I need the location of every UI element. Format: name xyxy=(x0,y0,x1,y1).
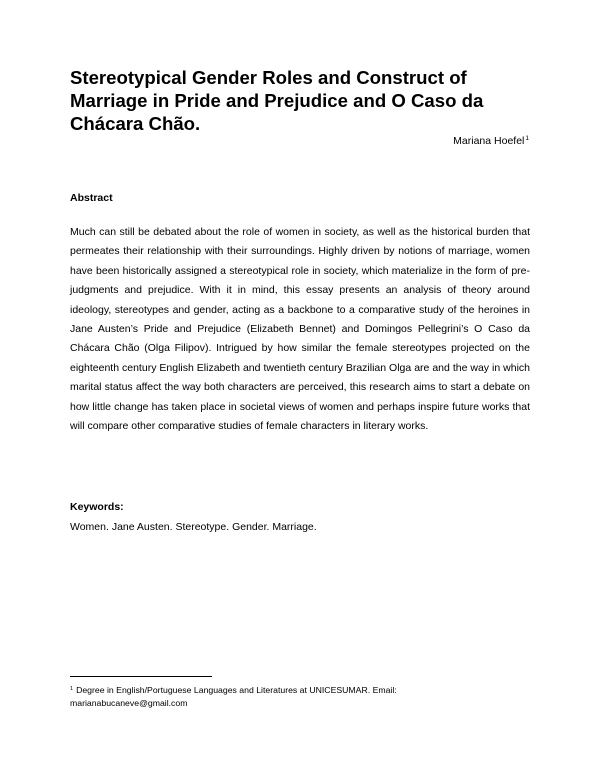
footnote-divider xyxy=(70,676,212,677)
paper-title: Stereotypical Gender Roles and Construct of Marriage in Pride and Prejudice and O Caso da Chácara Chão. xyxy=(70,67,484,134)
keywords-heading: Keywords: xyxy=(70,501,124,513)
abstract-body: Much can still be debated about the role of women in society, as well as the historical burden that permeates their relationship with their surroundings. Highly driven by notions of marriage, women have been historically assigned a stereotypical role in society, which materialize in the form of pre-judgments and prejudice. With it in mind, this essay presents an analysis of theory around ideology, stereotypes and gender, acting as a backbone to a comparative study of the heroines in Jane Austen’s Pride and Prejudice (Elizabeth Bennet) and Domingos Pellegrini’s O Caso da Chácara Chão (Olga Filipov). Intrigued by how similar the female stereotypes projected on the eighteenth century English Elizabeth and twentieth century Brazilian Olga are and the way in which marital status affect the way both characters are perceived, this research aims to start a debate on how little change has taken place in societal views of women and perhaps inspire future works that will compare other comparative studies of female characters in literary works. xyxy=(70,226,530,433)
footnote-email[interactable]: marianabucaneve@gmail.com xyxy=(70,698,188,708)
footnote-text: Degree in English/Portuguese Languages and Literatures at UNICESUMAR. Email: xyxy=(76,685,397,695)
footnote-marker: 1 xyxy=(70,686,74,692)
author-name: Mariana Hoefel xyxy=(453,135,525,147)
author-footnote-marker[interactable]: 1 xyxy=(525,135,529,142)
keywords-list: Women. Jane Austen. Stereotype. Gender. Marriage. xyxy=(70,521,317,533)
author-line xyxy=(453,132,529,148)
footnote xyxy=(70,683,530,710)
abstract-heading: Abstract xyxy=(70,192,113,204)
